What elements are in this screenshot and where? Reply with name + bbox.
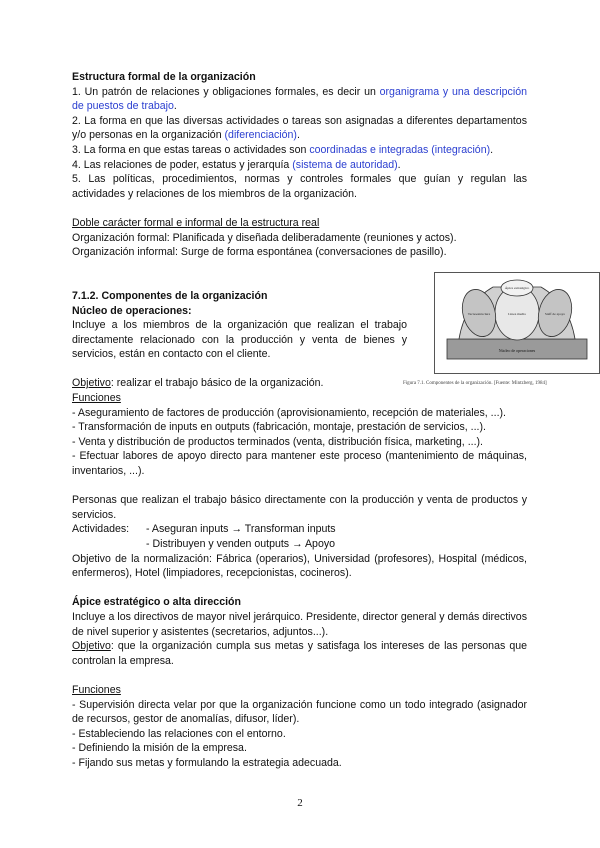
paragraph: 2. La forma en que las diversas actividades o tareas son asignadas a diferentes departamentos y/o personas en la organización (diferenciación). bbox=[72, 114, 527, 142]
list-item: - Supervisión directa velar por que la organización funcione como un todo integrado (asignador de recursos, gestor de anomalías, difusor, líder). bbox=[72, 698, 527, 726]
list-item: - Venta y distribución de productos terminados (venta, distribución física, marketing, ...). bbox=[72, 435, 483, 448]
list-item: - Transformación de inputs en outputs (fabricación, montaje, prestación de servicios, ...). bbox=[72, 421, 486, 434]
document-body bbox=[72, 70, 527, 771]
paragraph: Incluye a los directivos de mayor nivel jerárquico. Presidente, director general y demás directivos de nivel superior y asistentes (secretarios, adjuntos...). bbox=[72, 610, 527, 638]
link-organigrama[interactable]: organigrama y una descripción de puestos de trabajo bbox=[72, 85, 527, 113]
link-diferenciacion[interactable]: (diferenciación) bbox=[224, 129, 297, 142]
figure-label-bottom: Núcleo de operaciones bbox=[498, 348, 536, 353]
paragraph: Incluye a los miembros de la organización que realizan el trabajo directamente relacionado con la producción y venta de bienes y servicios, están en contacto con el cliente. bbox=[72, 319, 407, 361]
activities-row: - Distribuyen y venden outputs → Apoyo bbox=[146, 538, 336, 550]
paragraph: Objetivo de la normalización: Fábrica (operarios), Universidad (profesores), Hospital (médicos, enfermeros), Hotel (limpiadores, recepcionistas, cocineros). bbox=[72, 552, 527, 580]
link-autoridad[interactable]: (sistema de autoridad) bbox=[292, 158, 398, 171]
section-title: Doble carácter formal e informal de la estructura real bbox=[72, 216, 320, 229]
organization-figure bbox=[434, 272, 600, 374]
activities-row: Actividades: - Aseguran inputs → Transforman inputs bbox=[72, 523, 336, 536]
list-item: - Definiendo la misión de la empresa. bbox=[72, 742, 247, 755]
functions-label: Funciones bbox=[72, 683, 121, 696]
figure-label-middle: Línea media bbox=[508, 312, 526, 316]
paragraph: Personas que realizan el trabajo básico directamente con la producción y venta de productos y servicios. bbox=[72, 494, 527, 521]
section-title: 7.1.2. Componentes de la organización bbox=[72, 289, 268, 302]
section-title: Estructura formal de la organización bbox=[72, 71, 256, 83]
organization-diagram bbox=[435, 273, 599, 373]
figure-label-top: Ápice estratégico bbox=[504, 286, 530, 290]
section-title: Ápice estratégico o alta dirección bbox=[72, 596, 241, 609]
list-item: - Estableciendo las relaciones con el entorno. bbox=[72, 727, 286, 740]
section-subtitle: Núcleo de operaciones: bbox=[72, 304, 192, 317]
paragraph: 3. La forma en que estas tareas o actividades son coordinadas e integradas (integración). bbox=[72, 143, 494, 156]
list-item: - Efectuar labores de apoyo directo para mantener este proceso (mantenimiento de máquinas, inventarios, ...). bbox=[72, 450, 527, 478]
link-integracion[interactable]: coordinadas e integradas (integración) bbox=[309, 143, 491, 156]
paragraph: 1. Un patrón de relaciones y obligaciones formales, es decir un organigrama y una descripción de puestos de trabajo. bbox=[72, 85, 527, 113]
list-item: - Aseguramiento de factores de producción (aprovisionamiento, recepción de materiales, ...). bbox=[72, 406, 506, 419]
paragraph: 4. Las relaciones de poder, estatus y jerarquía (sistema de autoridad). bbox=[72, 158, 401, 171]
paragraph: Organización informal: Surge de forma espontánea (conversaciones de pasillo). bbox=[72, 246, 447, 259]
figure-label-right: Staff de apoyo bbox=[544, 312, 566, 316]
figure-caption: Figura 7.1. Componentes de la organización. [Fuente: Mintzberg, 1984] bbox=[403, 381, 547, 386]
list-item: - Fijando sus metas y formulando la estrategia adecuada. bbox=[72, 756, 342, 769]
paragraph: 5. Las políticas, procedimientos, normas y controles formales que guían y regulan las actividades y relaciones de los miembros de la organización. bbox=[72, 173, 527, 200]
paragraph: Objetivo: que la organización cumpla sus metas y satisfaga los intereses de las personas que controlan la empresa. bbox=[72, 640, 527, 667]
page-number: 2 bbox=[297, 797, 303, 809]
functions-label: Funciones bbox=[72, 392, 121, 405]
figure-label-left: Tecnoestructura bbox=[467, 312, 491, 316]
paragraph: Objetivo: realizar el trabajo básico de la organización. bbox=[72, 377, 324, 390]
paragraph: Organización formal: Planificada y diseñada deliberadamente (reuniones y actos). bbox=[72, 231, 457, 244]
